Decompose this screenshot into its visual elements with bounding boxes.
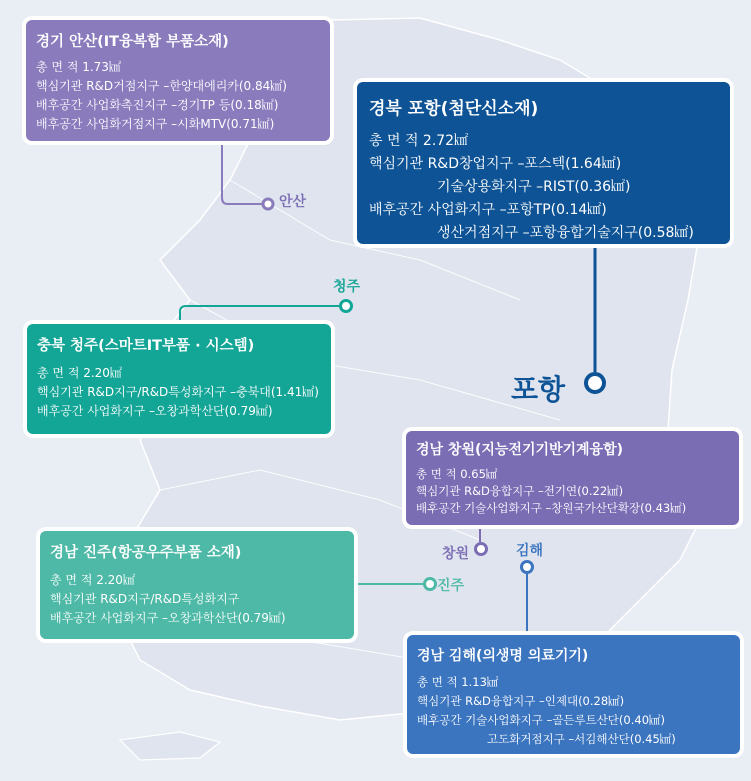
back-value: 사업화지구 –오창과학산단(0.79㎢) [100,611,286,625]
core-value: R&D융합지구 –인제대(0.28㎢) [465,694,625,708]
back-line-2: 생산거점지구 –포항융합기술지구(0.58㎢) [437,225,694,241]
core-value: R&D융합지구 –전기연(0.22㎢) [464,484,624,498]
back-value: 사업화지구 –포항TP(0.14㎢) [427,202,607,218]
card-title: 경기 안산(IT융복합 부품소재) [36,34,229,50]
back-label: 배후공간 [417,713,462,727]
core-value: R&D거점지구 –한양대에리카(0.84㎢) [86,79,287,93]
core-label: 핵심기관 [417,694,462,708]
back-value: 사업화촉진지구 –경기TP 등(0.18㎢) [86,98,279,112]
city-label-ansan: 안산 [279,194,307,210]
core-line [37,383,321,402]
core-label: 핵심기관 [50,592,97,606]
core-line [369,153,718,176]
back-label: 배후공간 [416,501,461,515]
card-cheongju [27,324,331,434]
city-label-gimhae: 김해 [516,543,544,559]
back-line [369,199,718,222]
core-line [416,483,729,500]
card-changwon [406,431,739,525]
back-line-2 [36,115,320,134]
core-line-2: 기술상용화지구 –RIST(0.36㎢) [437,179,631,195]
core-line [50,590,344,609]
core-value: R&D지구/R&D특성화지구 [100,592,240,606]
core-label: 핵심기관 [36,79,83,93]
total-area: 총 면 적 0.65㎢ [416,467,498,481]
card-pohang [357,82,730,244]
back-label: 배후공간 [36,98,83,112]
total-area: 총 면 적 1.73㎢ [36,60,121,74]
total-area: 총 면 적 2.72㎢ [369,133,469,149]
card-gimhae [407,635,740,754]
card-ansan [26,20,330,141]
back-line-2: 고도화거점지구 –서김해산단(0.45㎢) [487,732,676,746]
back-value-2: 사업화거점지구 –시화MTV(0.71㎢) [86,117,275,131]
card-title: 경남 창원(지능전기기반기계융합) [416,442,624,458]
back-line [50,609,344,628]
back-line [417,711,730,730]
card-title: 경남 진주(항공우주부품 소재) [50,545,242,561]
back-value: 사업화지구 –오창과학산단(0.79㎢) [87,404,273,418]
back-line [37,402,321,421]
total-area: 총 면 적 2.20㎢ [50,573,135,587]
back-value: 기술사업화지구 –골든루트산단(0.40㎢) [465,713,665,727]
card-title: 경북 포항(첨단신소재) [369,99,539,119]
core-value: R&D지구/R&D특성화지구 –충북대(1.41㎢) [87,385,319,399]
core-label: 핵심기관 [416,484,461,498]
core-label: 핵심기관 [37,385,84,399]
core-value: R&D창업지구 –포스텍(1.64㎢) [427,156,622,172]
card-jinju [40,531,354,639]
back-label: 배후공간 [369,202,424,218]
core-label: 핵심기관 [369,156,424,172]
back-line [36,96,320,115]
city-label-cheongju: 청주 [333,279,361,295]
total-area: 총 면 적 2.20㎢ [37,366,122,380]
back-label: 배후공간 [37,404,84,418]
card-title: 경남 김해(의생명 의료기기) [417,648,589,664]
back-line [416,500,729,517]
city-label-changwon: 창원 [442,546,470,562]
total-area: 총 면 적 1.13㎢ [417,675,499,689]
card-title: 충북 청주(스마트IT부품 · 시스템) [37,338,255,354]
core-line [36,77,320,96]
core-line [417,692,730,711]
back-label-2: 배후공간 [36,117,83,131]
city-label-pohang: 포항 [511,373,566,406]
back-value: 기술사업화지구 –창원국가산단확장(0.43㎢) [464,501,687,515]
back-label: 배후공간 [50,611,97,625]
city-label-jinju: 진주 [437,578,465,594]
